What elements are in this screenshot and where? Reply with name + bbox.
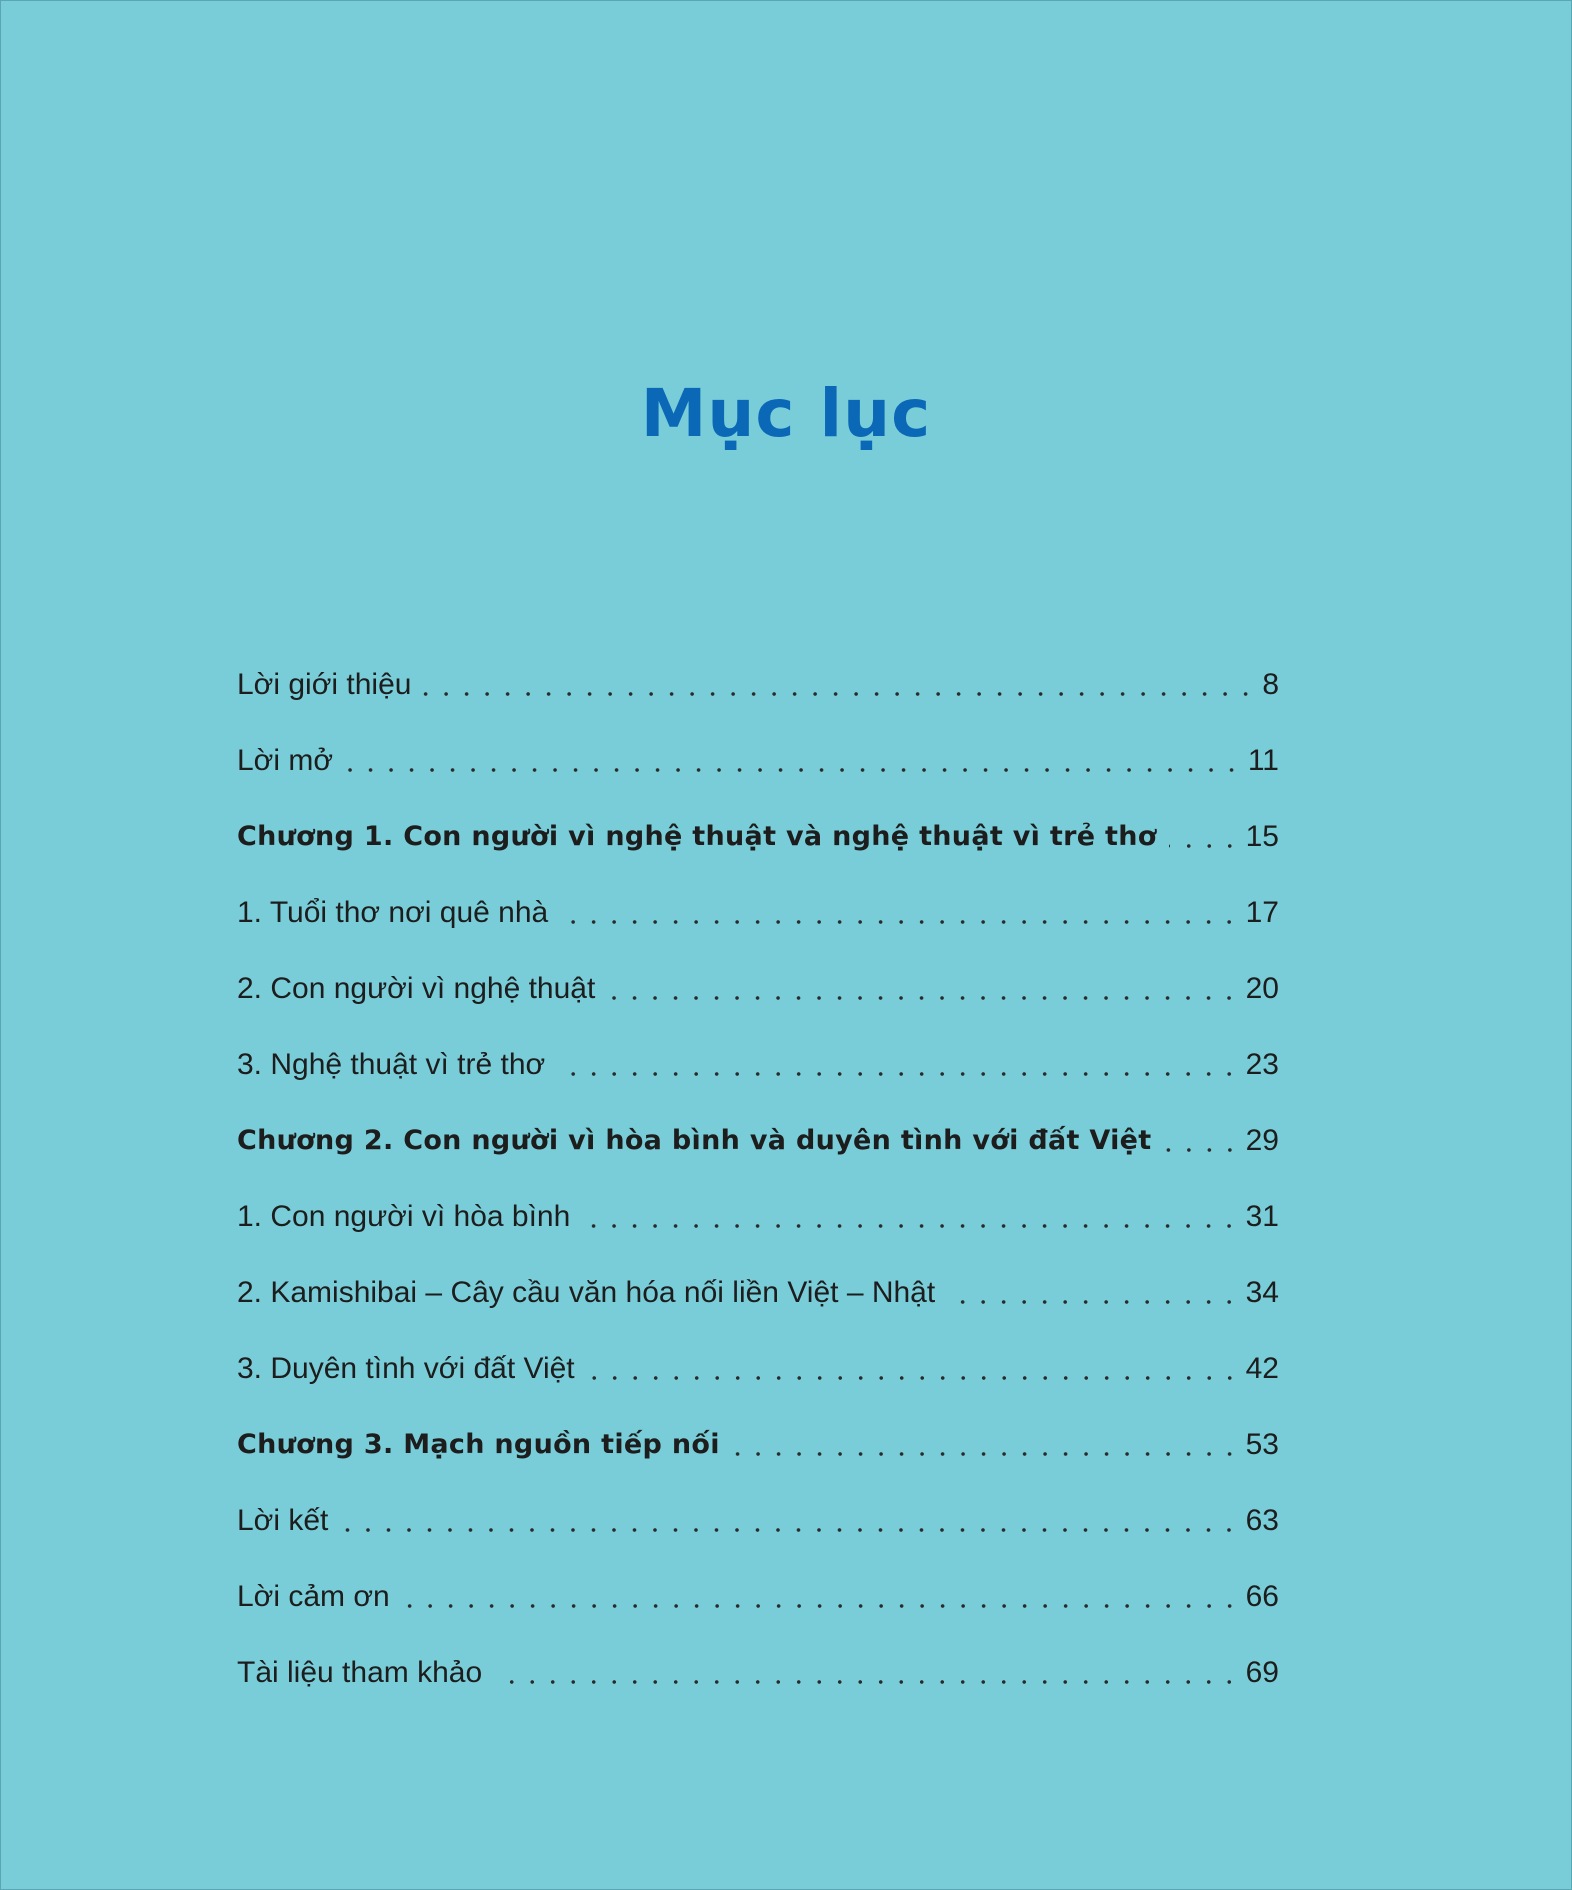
dot-leader <box>1169 844 1240 848</box>
toc-entry-label: 3. Nghệ thuật vì trẻ thơ <box>237 1048 546 1081</box>
toc-entry[interactable] <box>237 860 1279 936</box>
toc-entry-label: Lời cảm ơn <box>237 1580 390 1613</box>
toc-entry[interactable] <box>237 1012 1279 1088</box>
toc-entry-page: 42 <box>1245 1352 1279 1385</box>
toc-entry-label: 2. Kamishibai – Cây cầu văn hóa nối liền Việt – Nhật <box>237 1276 936 1309</box>
toc-entry-page: 31 <box>1245 1200 1279 1233</box>
dot-leader <box>423 692 1256 696</box>
toc-entry[interactable] <box>237 1468 1279 1544</box>
toc-entry-page: 17 <box>1245 896 1279 929</box>
toc-entry[interactable] <box>237 936 1279 1012</box>
toc-entry-label: 2. Con người vì nghệ thuật <box>237 972 596 1005</box>
table-of-contents <box>237 632 1279 1696</box>
toc-entry-page: 34 <box>1245 1276 1279 1309</box>
toc-entry[interactable] <box>237 708 1279 784</box>
toc-entry[interactable] <box>237 1316 1279 1392</box>
toc-entry[interactable] <box>237 1544 1279 1620</box>
page-title: Mục lục <box>640 375 932 452</box>
dot-leader <box>607 996 1239 1000</box>
toc-chapter-entry[interactable] <box>237 1392 1279 1468</box>
toc-entry-label: Lời giới thiệu <box>237 668 412 701</box>
toc-entry-page: 15 <box>1245 820 1279 853</box>
toc-entry-page: 11 <box>1247 744 1279 777</box>
toc-entry-label: Lời kết <box>237 1504 329 1537</box>
dot-leader <box>1164 1148 1240 1152</box>
toc-entry-page: 53 <box>1245 1428 1279 1461</box>
toc-chapter-entry[interactable] <box>237 1088 1279 1164</box>
toc-chapter-entry[interactable] <box>237 784 1279 860</box>
toc-entry-page: 8 <box>1262 668 1279 701</box>
toc-entry-page: 66 <box>1245 1580 1279 1613</box>
dot-leader <box>340 1528 1239 1532</box>
toc-entry-page: 29 <box>1245 1124 1279 1157</box>
toc-entry-page: 20 <box>1245 972 1279 1005</box>
toc-entry-label: 3. Duyên tình với đất Việt <box>237 1352 575 1385</box>
dot-leader <box>947 1300 1239 1304</box>
dot-leader <box>560 920 1239 924</box>
toc-chapter-label: Chương 2. Con người vì hòa bình và duyên tình với đất Việt <box>237 1125 1152 1156</box>
toc-entry-label: 1. Tuổi thơ nơi quê nhà <box>237 896 549 929</box>
dot-leader <box>582 1224 1239 1228</box>
toc-chapter-label: Chương 3. Mạch nguồn tiếp nối <box>237 1429 720 1460</box>
toc-entry-label: 1. Con người vì hòa bình <box>237 1200 571 1233</box>
toc-entry-page: 23 <box>1245 1048 1279 1081</box>
dot-leader <box>557 1072 1239 1076</box>
toc-entry-page: 69 <box>1245 1656 1279 1689</box>
toc-chapter-label: Chương 1. Con người vì nghệ thuật và nghệ thuật vì trẻ thơ <box>237 821 1157 852</box>
toc-entry[interactable] <box>237 632 1279 708</box>
dot-leader <box>402 1604 1240 1608</box>
dot-leader <box>732 1452 1240 1456</box>
dot-leader <box>494 1680 1239 1684</box>
toc-entry-label: Lời mở <box>237 744 334 777</box>
dot-leader <box>345 768 1242 772</box>
toc-entry-page: 63 <box>1245 1504 1279 1537</box>
toc-entry[interactable] <box>237 1240 1279 1316</box>
dot-leader <box>587 1376 1240 1380</box>
toc-entry[interactable] <box>237 1620 1279 1696</box>
toc-entry[interactable] <box>237 1164 1279 1240</box>
toc-entry-label: Tài liệu tham khảo <box>237 1656 483 1689</box>
